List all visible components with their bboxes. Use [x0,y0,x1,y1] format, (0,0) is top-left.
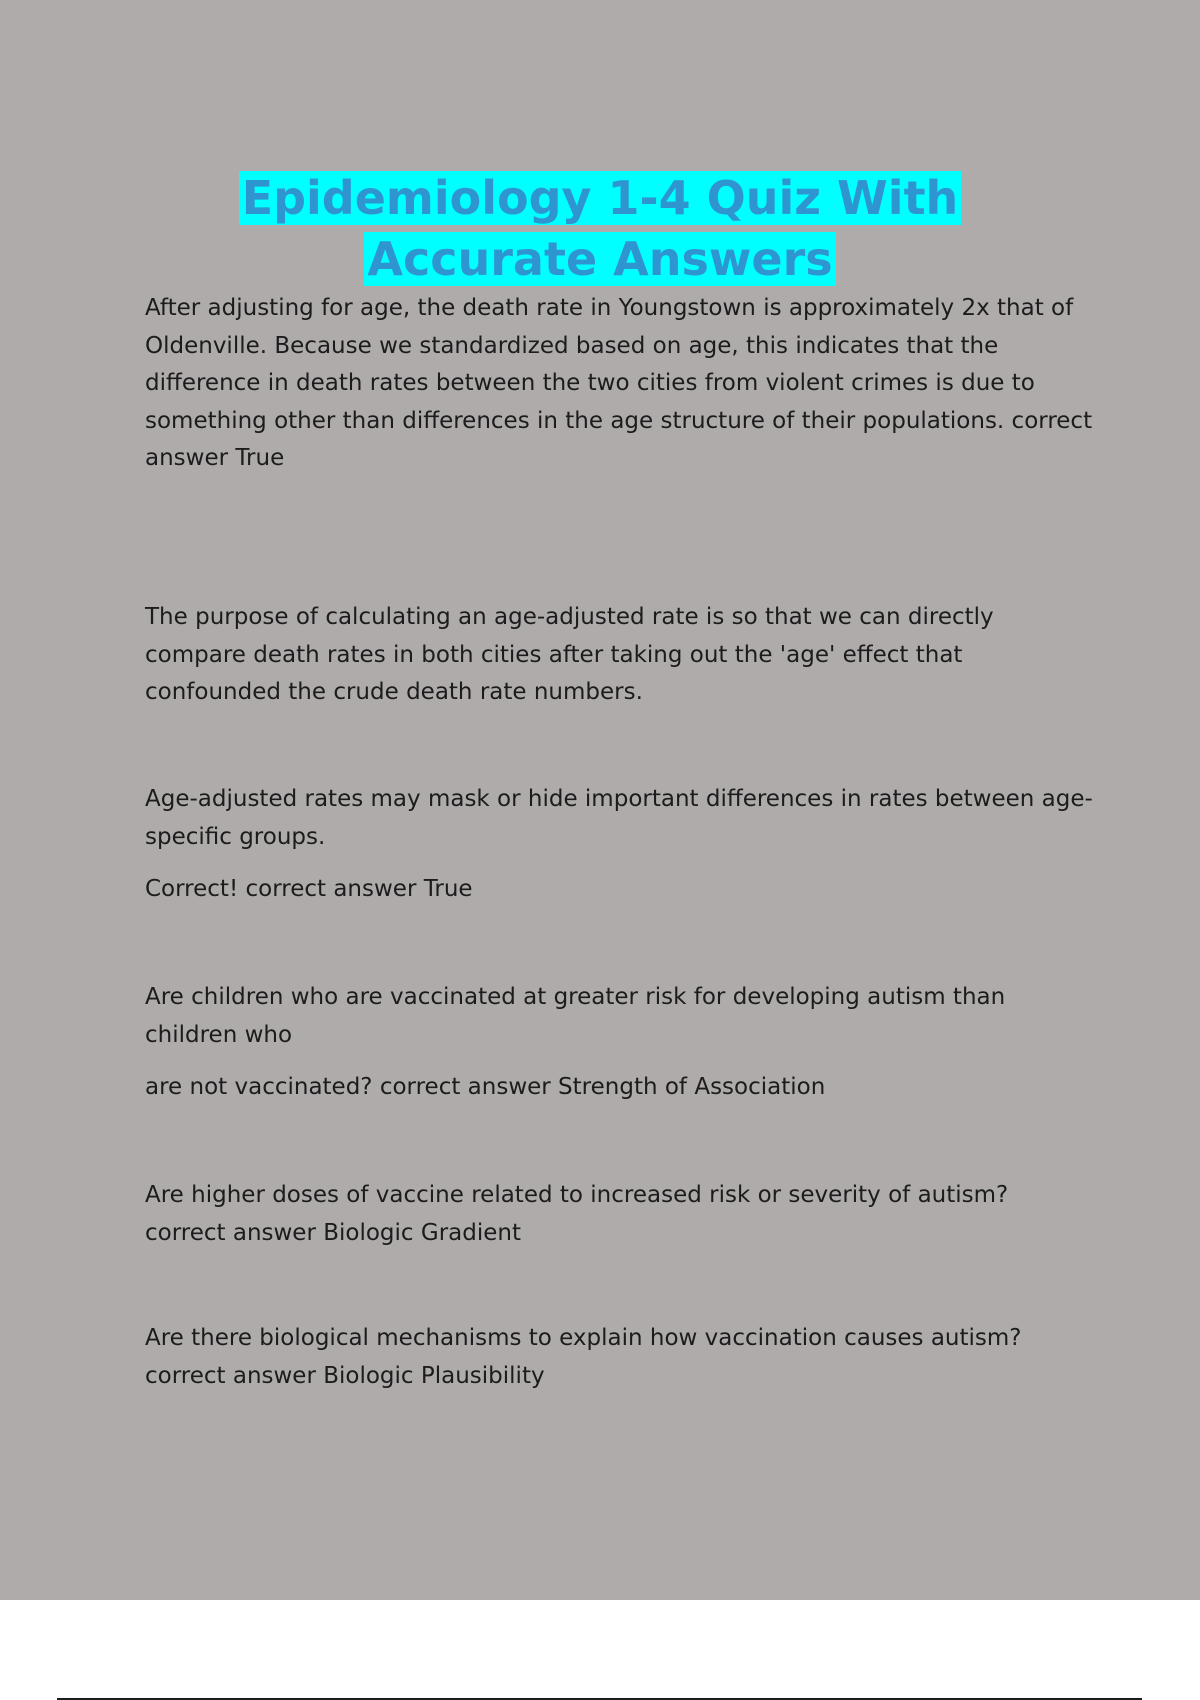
question-biologic-gradient: Are higher doses of vaccine related to increased risk or severity of autism? correct answer Biologic Gradient [145,1182,1009,1246]
question-biologic-plausibility: Are there biological mechanisms to explain how vaccination causes autism? correct answer Biologic Plausibility [145,1325,1022,1389]
question-age-adjusted-death-rate: After adjusting for age, the death rate in Youngstown is approximately 2x that of Oldenville. Because we standardized based on age, this indicates that the difference in death rates between the two cities from violent crimes is due to something other than differences in the age structure of their populations. correct answer True [145,295,1093,471]
question-age-adjusted-mask: Age-adjusted rates may mask or hide important differences in rates between age-specific groups. [145,786,1093,850]
answer-correct-true: Correct! correct answer True [145,876,473,902]
document-title [0,168,1200,290]
title-line-2: Accurate Answers [364,232,835,286]
question-vaccinated-autism-risk: Are children who are vaccinated at greater risk for developing autism than children who [145,984,1006,1048]
answer-strength-of-association: are not vaccinated? correct answer Strength of Association [145,1074,826,1100]
title-line-1: Epidemiology 1-4 Quiz With [239,171,962,225]
question-purpose-age-adjusted-rate: The purpose of calculating an age-adjusted rate is so that we can directly compare death rates in both cities after taking out the 'age' effect that confounded the crude death rate numbers. [145,604,994,705]
